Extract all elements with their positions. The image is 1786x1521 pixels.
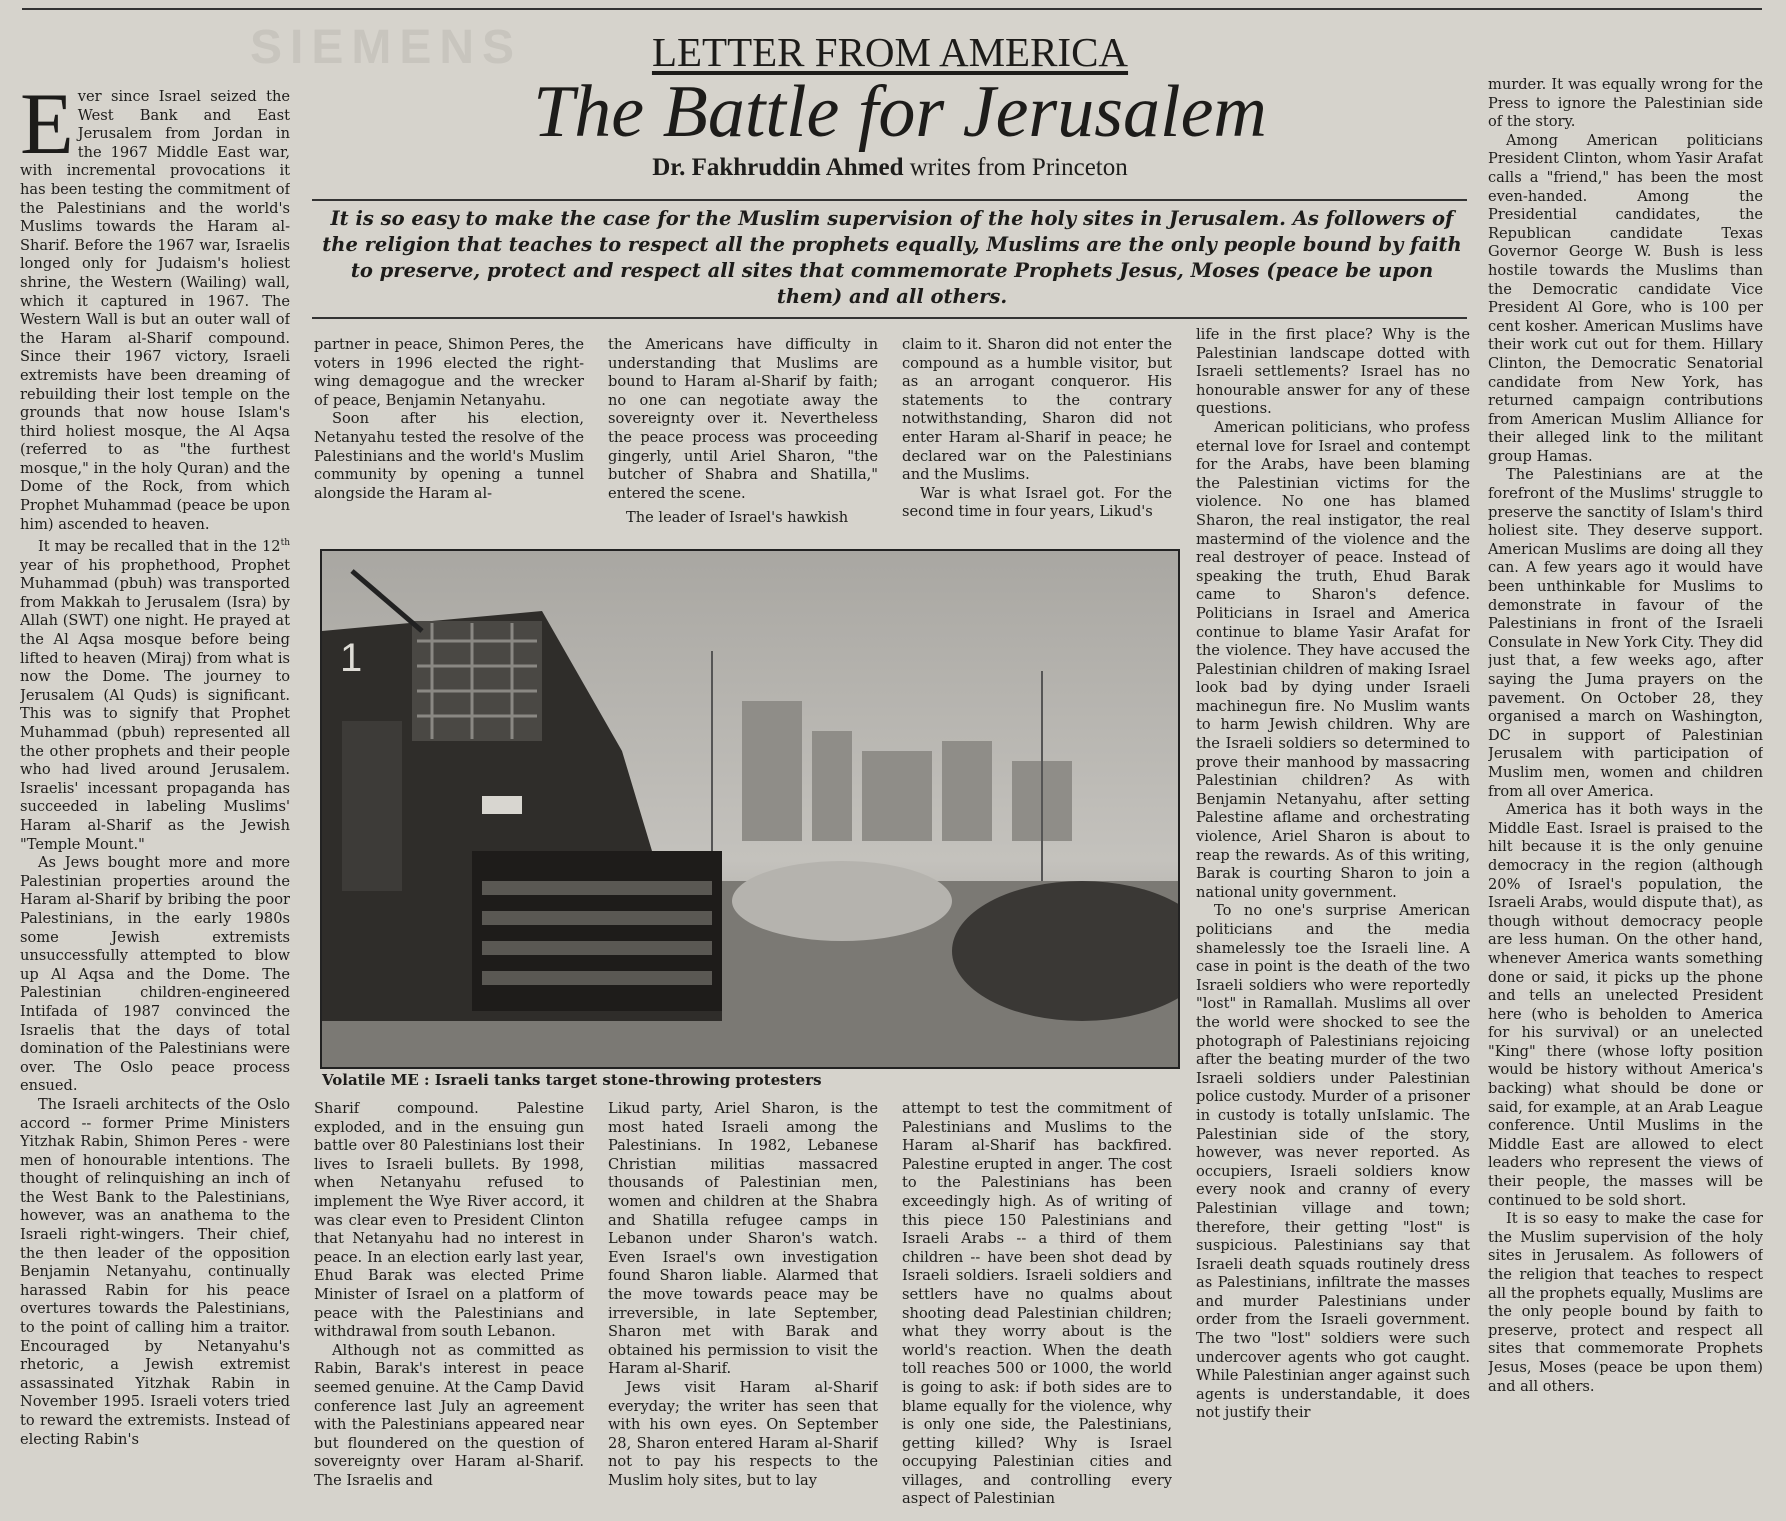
paragraph: The Israeli architects of the Oslo accord -- former Prime Ministers Yitzhak Rabin, Shimon Peres - were men of honourable intentions. The thought of relinquishing an inch of the West Bank to the Palestinians, however, was an anathema to the Israeli right-wingers. Their chief, the then leader of the opposition Benjamin Netanyahu, continually harassed Rabin for his peace overtures towards the Palestinians, to the point of calling him a traitor. Encouraged by Netanyahu's rhetoric, a Jewish extremist assassinated Yitzhak Rabin in November 1995. Israeli voters tried to reward the extremists. Instead of electing Rabin's	[20, 1095, 290, 1448]
paragraph: America has it both ways in the Middle East. Israel is praised to the hilt because it is the only genuine democracy in the region (although 20% of Israel's population, the Israeli Arabs, would dispute that), as though without democracy people are less human. On the other hand, whenever America wants something done or said, it picks up the phone and tells an unelected President here (who is beholden to America for his survival) or an unelected "King" there (whose lofty position would be history without America's backing) what should be done or said, for example, at an Arab League conference. Until Muslims in the Middle East are allowed to elect leaders who represent the views of their people, the masses will be continued to be sold short.	[1488, 801, 1763, 1209]
drop-cap: E	[20, 88, 74, 173]
paragraph: Likud party, Ariel Sharon, is the most hated Israeli among the Palestinians. In 1982, Lebanese Christian militias massacred thousands of Palestinian men, women and children at the Shabra and Shatilla refugee camps in Lebanon under Sharon's watch. Even Israel's own investigation found Sharon liable. Alarmed that the move towards peace may be irreversible, in late September, Sharon met with Barak and obtained his permission to visit the Haram al-Sharif.	[608, 1100, 878, 1378]
paragraph: partner in peace, Shimon Peres, the voters in 1996 elected the right-wing demagogue and the wrecker of peace, Benjamin Netanyahu.	[314, 336, 584, 409]
paragraph: attempt to test the commitment of Palestinians and Muslims to the Haram al-Sharif has backfired. Palestine erupted in anger. The cost to the Palestinians has been exceedingly high. As of writing of this piece 150 Palestinians and Israeli Arabs -- a third of them children -- have been shot dead by Israeli soldiers. Israeli soldiers and settlers have no qualms about shooting dead Palestinian children; what they worry about is the world's reaction. When the death toll reaches 500 or 1000, the world is going to ask: if both sides are to blame equally for the violence, why is only one side, the Palestinians, getting killed? Why is Israel occupying Palestinian cities and villages, and controlling every aspect of Palestinian	[902, 1100, 1172, 1508]
standfirst-rule-top	[312, 199, 1467, 201]
column-3-bottom	[608, 1100, 878, 1513]
column-5	[1196, 326, 1470, 1513]
paragraph: The Palestinians are at the forefront of the Muslims' struggle to preserve the sanctity of Islam's third holiest site. They deserve support. American Muslims are doing all they can. A few years ago it would have been unthinkable for Muslims to demonstrate in favour of the Palestinians in front of the Israeli Consulate in New York City. They did just that, a few weeks ago, after saying the Juma prayers on the pavement. On October 28, they organised a march on Washington, DC in support of Palestinian Jerusalem with participation of Muslim men, women and children from all over America.	[1488, 466, 1763, 800]
paragraph: It may be recalled that in the 12th year of his prophethood, Prophet Muhammad (pbuh) was transported from Makkah to Jerusalem (Isra) by Allah (SWT) one night. He prayed at the Al Aqsa mosque before being lifted to heaven (Miraj) from what is now the Dome. The journey to Jerusalem (Al Quds) is significant. This was to signify that Prophet Muhammad (pbuh) represented all the other prophets and their people who had lived around Jerusalem. Israelis' incessant propaganda has succeeded in labeling Muslims' Haram al-Sharif as the Jewish "Temple Mount."	[20, 538, 290, 853]
paragraph: American politicians, who profess eternal love for Israel and contempt for the Arabs, have been blaming the Palestinian victims for the violence. No one has blamed Sharon, the real instigator, the real mastermind of the violence and the real destroyer of peace. Instead of speaking the truth, Ehud Barak came to Sharon's defence. Politicians in Israel and America continue to blame Yasir Arafat for the violence. They have accused the Palestinian children of making Israel look bad by dying under Israeli machinegun fire. No Muslim wants to harm Jewish children. Why are the Israeli soldiers so determined to prove their manhood by massacring Palestinian children? As with Benjamin Netanyahu, after setting Palestine aflame and orchestrating violence, Ariel Sharon is about to reap the rewards. As of this writing, Barak is courting Sharon to join a national unity government.	[1196, 418, 1470, 901]
standfirst: It is so easy to make the case for the Muslim supervision of the holy sites in Jerusalem. As followers of the religion that teaches to respect all the prophets equally, Muslims are the only people bound by faith to preserve, protect and respect all sites that commemorate Prophets Jesus, Moses (peace be upon them) and all others.	[322, 207, 1462, 308]
standfirst-rule-bottom	[312, 317, 1467, 319]
paragraph: It is so easy to make the case for the Muslim supervision of the holy sites in Jerusalem. As followers of the religion that teaches to respect all the prophets equally, Muslims are the only people bound by faith to preserve, protect and respect all sites that commemorate Prophets Jesus, Moses (peace be upon them) and all others.	[1488, 1210, 1763, 1395]
paragraph: Jews visit Haram al-Sharif everyday; the writer has seen that with his own eyes. On September 28, Sharon entered Haram al-Sharif not to pay his respects to the Muslim holy sites, but to lay	[608, 1378, 878, 1489]
column-2-top	[314, 336, 584, 526]
column-3-top	[608, 336, 878, 532]
paragraph: To no one's surprise American politicians and the media shamelessly toe the Israeli line. A case in point is the death of the two Israeli soldiers who were reportedly "lost" in Ramallah. Muslims all over the world were shocked to see the photograph of Palestinians rejoicing after the beating murder of the two Israeli soldiers under Palestinian police custody. Murder of a prisoner in custody is totally unIslamic. The Palestinian side of the story, however, was never reported. As occupiers, Israeli soldiers know every nook and cranny of every Palestinian village and town; therefore, their getting "lost" is suspicious. Palestinians say that Israeli death squads routinely dress as Palestinians, infiltrate the masses and murder Palestinians under order from the Israeli government. The two "lost" soldiers were such undercover agents who got caught. While Palestinian anger against such agents is understandable, it does not justify their	[1196, 902, 1470, 1422]
paragraph: Ever since Israel seized the West Bank and East Jerusalem from Jordan in the 1967 Middle East war, with incremental provocations it has been testing the commitment of the Palestinians and the world's Muslims towards the Haram al-Sharif. Before the 1967 war, Israelis longed only for Judaism's holiest shrine, the Western (Wailing) wall, which it captured in 1967. The Western Wall is but an outer wall of the Haram al-Sharif compound. Since their 1967 victory, Israeli extremists have been dreaming of rebuilding their lost temple on the grounds that now house Islam's third holiest mosque, the Al Aqsa (referred to as "the furthest mosque," in the holy Quran) and the Dome of the Rock, from which Prophet Muhammad (peace be upon him) ascended to heaven.	[20, 88, 290, 533]
column-6	[1488, 76, 1763, 1513]
author-name: Dr. Fakhruddin Ahmed	[652, 154, 904, 181]
paragraph: claim to it. Sharon did not enter the compound as a humble visitor, but as an arrogant conqueror. His statements to the contrary notwithstanding, Sharon did not enter Haram al-Sharif in peace; he declared war on the Palestinians and the Muslims.	[902, 336, 1172, 484]
paragraph: Sharif compound. Palestine exploded, and in the ensuing gun battle over 80 Palestinians lost their lives to Israeli bullets. By 1998, when Netanyahu refused to implement the Wye River accord, it was clear even to President Clinton that Netanyahu had no interest in peace. In an election early last year, Ehud Barak was elected Prime Minister of Israel on a platform of peace with the Palestinians and withdrawal from south Lebanon.	[314, 1100, 584, 1341]
paragraph: Although not as committed as Rabin, Barak's interest in peace seemed genuine. At the Camp David conference last July an agreement with the Palestinians appeared near but floundered on the question of sovereignty over Haram al-Sharif. The Israelis and	[314, 1341, 584, 1489]
paragraph: War is what Israel got. For the second time in four years, Likud's	[902, 484, 1172, 521]
column-1	[20, 88, 290, 1513]
tank-photo-illustration	[322, 551, 1178, 1067]
photo-caption: Volatile ME : Israeli tanks target stone-throwing protesters	[322, 1071, 822, 1089]
column-4-bottom	[902, 1100, 1172, 1513]
tank-number: 1	[340, 636, 363, 680]
column-4-top	[902, 336, 1172, 526]
headline: The Battle for Jerusalem	[533, 71, 1267, 153]
paragraph: life in the first place? Why is the Palestinian landscape dotted with Israeli settlements? Israel has no honourable answer for any of these questions.	[1196, 326, 1470, 418]
paragraph: Soon after his election, Netanyahu tested the resolve of the Palestinians and the world's Muslim community by opening a tunnel alongside the Haram al-	[314, 410, 584, 502]
paragraph: The leader of Israel's hawkish	[626, 509, 849, 527]
top-rule	[22, 8, 1762, 10]
byline-location: writes from Princeton	[909, 154, 1128, 181]
paragraph: Among American politicians President Clinton, whom Yasir Arafat calls a "friend," has been the most even-handed. Among the Presidential candidates, the Republican candidate Texas Governor George W. Bush is less hostile towards the Muslims than the Democratic candidate Vice President Al Gore, who is 100 per cent kosher. American Muslims have their work cut out for them. Hillary Clinton, the Democratic Senatorial candidate from New York, has returned campaign contributions from American Muslim Alliance for their alleged link to the militant group Hamas.	[1488, 131, 1763, 465]
column-2-bottom	[314, 1100, 584, 1513]
news-photo	[320, 549, 1180, 1069]
byline	[560, 154, 1220, 182]
dust-cloud	[732, 861, 952, 941]
section-kicker: LETTER FROM AMERICA	[651, 29, 1129, 75]
paragraph: the Americans have difficulty in understanding that Muslims are bound to Haram al-Sharif by faith; no one can negotiate away the sovereignty over it. Nevertheless the peace process was proceeding gingerly, until Ariel Sharon, "the butcher of Shabra and Shatilla," entered the scene.	[608, 336, 878, 502]
paragraph: murder. It was equally wrong for the Press to ignore the Palestinian side of the story.	[1488, 76, 1763, 131]
paragraph: As Jews bought more and more Palestinian properties around the Haram al-Sharif by bribing the poor Palestinians, in the early 1980s some Jewish extremists unsuccessfully attempted to blow up Al Aqsa and the Dome. The Palestinian children-engineered Intifada of 1987 convinced the Israelis that the days of total domination of the Palestinians were over. The Oslo peace process ensued.	[20, 854, 290, 1095]
bleed-through-text: SIEMENS	[250, 21, 523, 74]
